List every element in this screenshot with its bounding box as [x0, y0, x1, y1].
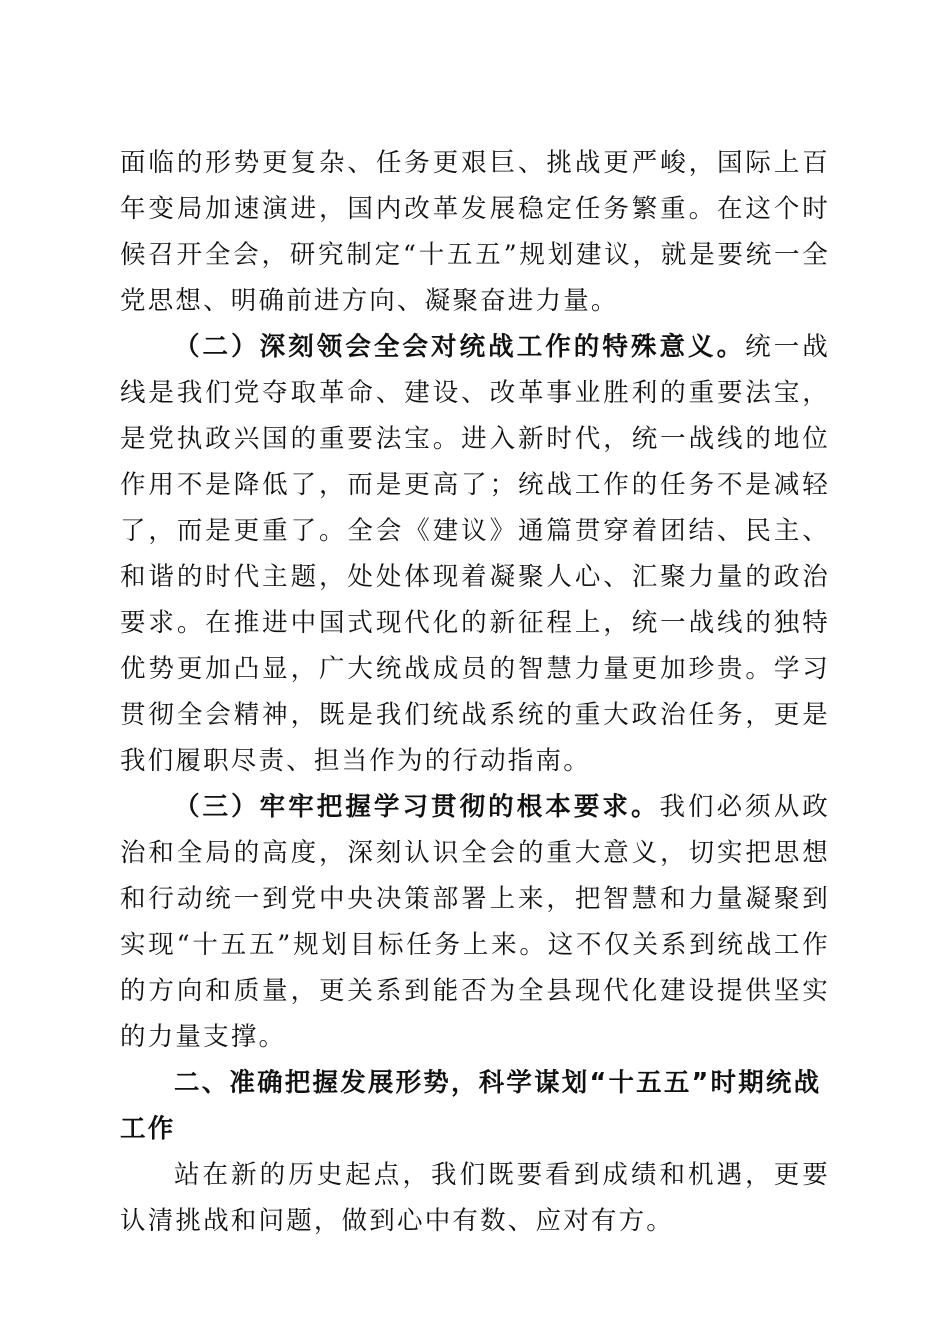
paragraph-continued: [120, 140, 830, 324]
paragraph-text: 统一战线是我们党夺取革命、建设、改革事业胜利的重要法宝，是党执政兴国的重要法宝。进入新时代，统一战线的地位作用不是降低了，而是更高了；统战工作的任务不是减轻了，而是更重了。全会《建议》通篇贯穿着团结、民主、和谐的时代主题，处处体现着凝聚人心、汇聚力量的政治要求。在推进中国式现代化的新征程上，统一战线的独特优势更加凸显，广大统战成员的智慧力量更加珍贵。学习贯彻全会精神，既是我们统战系统的重大政治任务，更是我们履职尽责、担当作为的行动指南。: [120, 332, 830, 776]
paragraph-section-2: [120, 324, 830, 784]
paragraph-text: 我们必须从政治和全局的高度，深刻认识全会的重大意义，切实把思想和行动统一到党中央决策部署上来，把智慧和力量凝聚到实现“十五五”规划目标任务上来。这不仅关系到统战工作的方向和质量，更关系到能否为全县现代化建设提供坚实的力量支撑。: [120, 792, 830, 1052]
paragraph-section-3: [120, 784, 830, 1060]
document-body: [120, 140, 830, 1244]
paragraph-lead-heading: （三）牢牢把握学习贯彻的根本要求。: [174, 792, 660, 822]
paragraph-closing: [120, 1152, 830, 1244]
paragraph-text: 站在新的历史起点，我们既要看到成绩和机遇，更要认清挑战和问题，做到心中有数、应对有方。: [120, 1160, 830, 1236]
section-heading: 二、准确把握发展形势，科学谋划“十五五”时期统战工作: [120, 1068, 822, 1144]
paragraph-lead-heading: （二）深刻领会全会对统战工作的特殊意义。: [174, 332, 746, 362]
paragraph-text: 面临的形势更复杂、任务更艰巨、挑战更严峻，国际上百年变局加速演进，国内改革发展稳定任务繁重。在这个时候召开全会，研究制定“十五五”规划建议，就是要统一全党思想、明确前进方向、凝聚奋进力量。: [120, 148, 830, 316]
